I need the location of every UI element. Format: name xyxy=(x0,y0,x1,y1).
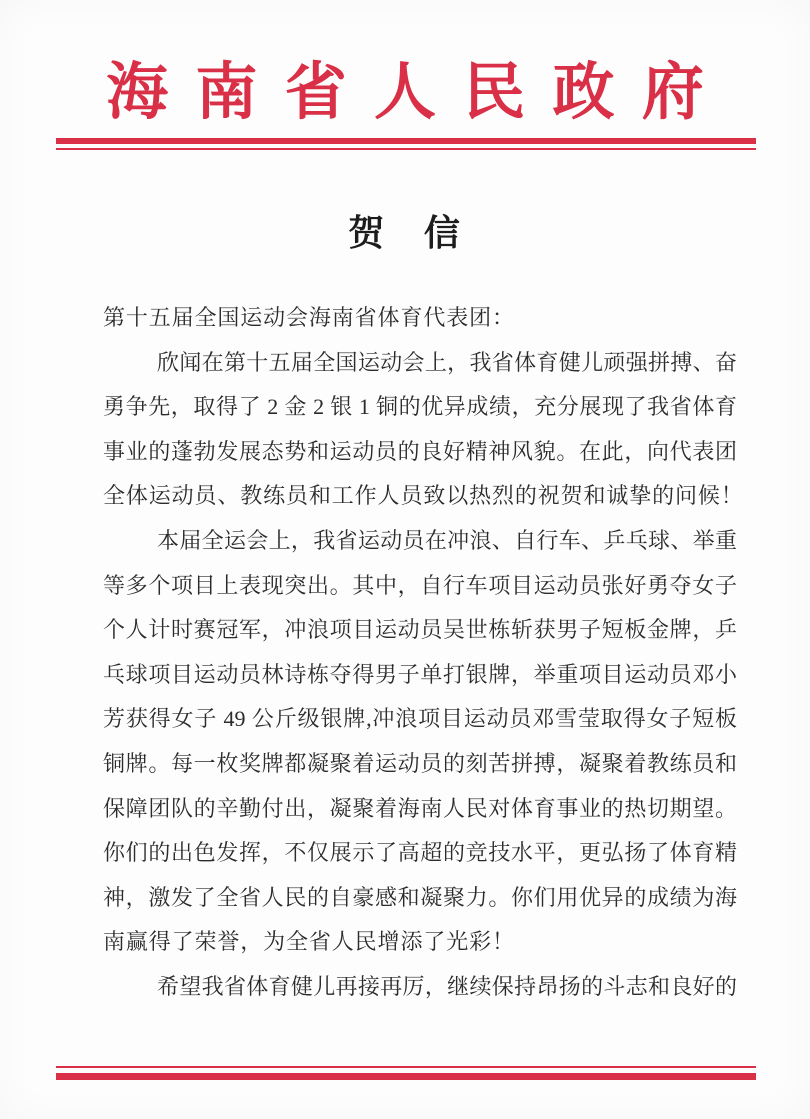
letter-line: 等多个项目上表现突出。其中，自行车项目运动员张好勇夺女子 xyxy=(103,572,737,598)
letter-line: 个人计时赛冠军，冲浪项目运动员吴世栋斩获男子短板金牌，乒 xyxy=(103,617,737,643)
footer-rule-thin xyxy=(56,1066,756,1068)
letterhead-rule-thick xyxy=(56,138,756,144)
letterhead-rule-thin xyxy=(56,148,756,150)
letter-line: 神，激发了全省人民的自豪感和凝聚力。你们用优异的成绩为海 xyxy=(103,884,737,910)
letter-line: 铜牌。每一枚奖牌都凝聚着运动员的刻苦拼搏，凝聚着教练员和 xyxy=(103,750,737,776)
letter-line: 希望我省体育健儿再接再厉，继续保持昂扬的斗志和良好的 xyxy=(157,973,737,999)
letterhead-org-name: 海南省人民政府 xyxy=(106,59,732,127)
letter-line: 本届全运会上，我省运动员在冲浪、自行车、乒乓球、举重 xyxy=(157,527,737,553)
letter-line: 你们的出色发挥，不仅展示了高超的竞技水平，更弘扬了体育精 xyxy=(103,840,737,866)
letter-body xyxy=(103,296,744,1010)
document-title: 贺 信 xyxy=(348,213,462,253)
letter-line: 全体运动员、教练员和工作人员致以热烈的祝贺和诚挚的问候！ xyxy=(103,483,744,509)
letter-line: 保障团队的辛勤付出，凝聚着海南人民对体育事业的热切期望。 xyxy=(103,795,737,821)
letter-line: 事业的蓬勃发展态势和运动员的良好精神风貌。在此，向代表团 xyxy=(103,438,737,464)
letter-line: 芳获得女子 49 公斤级银牌,冲浪项目运动员邓雪莹取得女子短板 xyxy=(103,706,737,732)
letter-line: 欣闻在第十五届全国运动会上，我省体育健儿顽强拼搏、奋 xyxy=(157,349,737,375)
letter-line: 第十五届全国运动会海南省体育代表团： xyxy=(103,305,515,330)
letter-line: 乓球项目运动员林诗栋夺得男子单打银牌，举重项目运动员邓小 xyxy=(103,661,737,687)
letter-line: 勇争先，取得了 2 金 2 银 1 铜的优异成绩，充分展现了我省体育 xyxy=(103,394,737,420)
footer-rule-thick xyxy=(56,1073,756,1080)
letter-line: 南赢得了荣誉，为全省人民增添了光彩！ xyxy=(103,929,515,955)
